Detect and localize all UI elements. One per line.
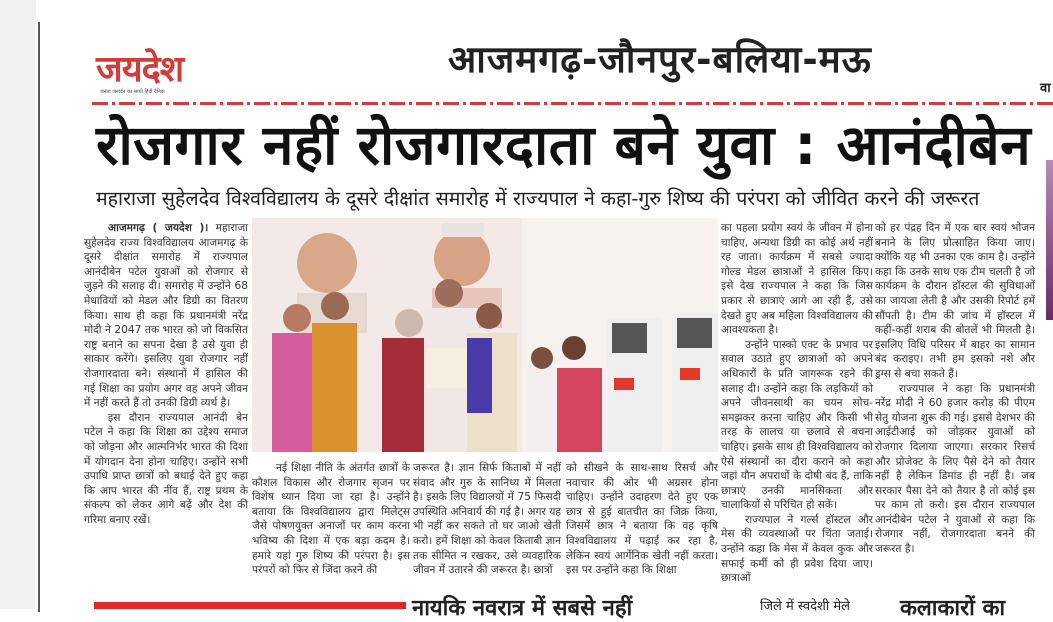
dateline: आजमगढ़ ( जयदेश )। — [108, 222, 209, 234]
bottom-headline-3: कलाकारों का — [900, 596, 1006, 621]
article-column-2 — [252, 461, 410, 578]
paragraph: राज्यपाल ने गर्ल्स हॉस्टल और मेस की व्यवस्थाओं पर चिंता जताई। उन्होंने कहा कि मेस में केवल कुक और सफाई कर्मी को ही प्रवेश दिया जाए। छात्राओं — [721, 513, 873, 585]
bottom-headline-2: जिले में स्वदेशी मेले — [760, 599, 850, 614]
convocation-photo-icon — [252, 218, 718, 452]
paragraph: महाराजा सुहेलदेव राज्य विश्वविद्यालय आजमगढ़ के दूसरे दीक्षांत समारोह में राज्यपाल आनंदीबेन पटेल युवाओं को रोजगार से जुड़ने की सलाह दी। समारोह में उन्होंने 68 मेधावियों को मेडल और डिग्री का वितरण किया। साथ ही कहा कि प्रधानमंत्री नरेंद्र मोदी ने 2047 तक भारत को जो विकसित राष्ट्र बनाने का सपना देखा है उसे युवा ही साकार करेंगे। इसलिए युवा रोजगार नहीं रोजगारदाता बने। संस्थानों में हासिल की गई शिक्षा का प्रयोग अगर वह अपने जीवन में नहीं करते हैं तो उनकी डिग्री व्यर्थ है। — [84, 222, 248, 410]
bottom-red-banner — [94, 602, 406, 609]
article-column-5 — [721, 221, 873, 586]
adjacent-page-text: वा — [1040, 81, 1051, 96]
article-column-6 — [875, 221, 1035, 557]
paragraph: राज्यपाल ने कहा कि प्रधानमंत्री नरेंद्र मोदी ने 60 हजार करोड़ की पीएम सेतु योजना शुरू की गई। इससे देशभर की आईटीआई को जोड़कर युवाओं को रोजगार दिलाया जाएगा। सरकार रिसर्च और प्रोजेक्ट के लिए पैसे देने को तैयार नहीं है लेकिन डिमांड ही नहीं है। जब सरकार पैसा देने को तैयार है तो कोई इस पर काम तो करो। इस दौरान राज्यपाल आनंदीबेन पटेल ने युवाओं से कहा कि रोजगार नहीं, रोजगारदाता बनने की जरूरत है। — [875, 382, 1035, 556]
article-column-4 — [566, 461, 718, 578]
article-headline: रोजगार नहीं रोजगारदाता बने युवा : आनंदीबेन — [96, 113, 1032, 177]
paragraph: इस दौरान राज्यपाल आनंदी बेन पटेल ने कहा कि शिक्षा का उद्देश्य समाज को जोड़ना और आत्मनिर्भर भारत की दिशा में योगदान देना होना चाहिए। उन्होंने सभी उपाधि प्राप्त छात्रों को बधाई देते हुए कहा कि आप भारत की नींव हैं, राष्ट्र प्रथम के संकल्प को लेकर आगे बढ़ें और देश की गरिमा बनाए रखें। — [84, 411, 248, 526]
paragraph: जरूरत है। ज्ञान सिर्फ किताबों में नहीं संवाद और गुरु के सानिध्य में मिलता है। इसके लिए विद्यालयों में 75 फिसदी उपस्थिति अनिवार्य की गई है। अगर यह भी नहीं कर सकते तो घर जाओ खेती करो। हमें शिक्षा को केवल किताबी ज्ञान तक सीमित न रखकर, उसे व्यवहारिक जीवन में उतारने की जरूरत है। छात्रों — [413, 462, 561, 577]
page-border — [38, 22, 40, 612]
adjacent-article-image — [1046, 160, 1053, 320]
article-column-1 — [84, 221, 248, 527]
page-margin — [0, 0, 36, 609]
paragraph: का पहला प्रयोग स्वयं के जीवन में होना चाहिए, अन्यथा डिग्री का कोई अर्थ नहीं रह जाता। कार्यक्रम में सबसे ज्यादा गोल्ड मेडल छात्राओं ने हासिल किए। इसे देख राज्यपाल ने कहा कि जिस प्रकार से छात्राएं आगे आ रही हैं, उसे देखते हुए अब महिला विश्वविद्यालय की आवश्यकता है। — [721, 222, 873, 337]
masthead-divider — [92, 102, 1053, 105]
paragraph: नई शिक्षा नीति के अंतर्गत छात्रों के कौशल विकास और रोजगार सृजन पर विशेष ध्यान दिया जा रहा है। उन्होंने बताया कि विश्वविद्यालय द्वारा मिलेट्स जैसे पोषणयुक्त अनाजों पर काम करना भविष्य की दिशा में एक बड़ा कदम है। हमारे यहां गुरु शिष्य की परंपरा है। इस परंपरों को फिर से जिंदा करने की — [252, 462, 410, 577]
paragraph: को सीखने के साथ-साथ रिसर्च और नवाचार की ओर भी अग्रसर होना चाहिए। उन्होंने उदाहरण देते हुए एक छात्र से हुई बातचीत का जिक्र किया, जिसमें छात्र ने बताया कि वह कृषि विश्वविद्यालय में पढ़ाई कर रहा है, लेकिन स्वयं आर्गेनिक खेती नहीं करता। इस पर उन्होंने कहा कि शिक्षा — [566, 462, 718, 577]
bottom-headline-1: नायकि नवरात्र में सबसे नहीं — [412, 596, 633, 621]
paragraph: उन्होंने पास्को एक्ट के प्रभाव पर सवाल उठाते हुए छात्राओं को अपने अधिकारों के प्रति जागरूक रहने की सलाह दी। उन्होंने कहा कि लड़कियों को अपने जीवनसाथी का चयन सोच-समझकर करना चाहिए और किसी भी तरह के लालच या छलावे से बचना चाहिए। इसके साथ ही विश्वविद्यालय को ऐसे संस्थानों का दौरा कराने को कहा जहां यौन अपराधों के दोषी बंद हैं, ताकि छात्राएं उनकी मानसिकता और चालाकियों से परिचित हो सकें। — [721, 338, 873, 512]
edition-title: आजमगढ़-जौनपुर-बलिया-मऊ — [448, 38, 872, 81]
article-photo — [252, 218, 718, 452]
article-column-3 — [413, 461, 561, 578]
paragraph: को हर पंद्रह दिन में एक बार स्वयं भोजन बनाने के लिए प्रोत्साहित किया जाए। क्योंकि यह भी उनका एक काम है। उन्होंने कहा कि उनके साथ एक टीम चलती है जो कार्यक्रम के दौरान हॉस्टल की सुविधाओं का जायजा लेती है और उसकी रिपोर्ट हमें सौंपती है। टीम की जांच में हॉस्टल में कहीं-कहीं शराब की बोतलें भी मिलती है। इसलिए विधि परिसर में बाहर का सामान बंद कराइए। तभी हम इसको नशे और ड्रग्स से बचा सकते हैं। — [875, 222, 1035, 380]
article-subheadline: महाराजा सुहेलदेव विश्वविद्यालय के दूसरे दीक्षांत समारोह में राज्यपाल ने कहा-गुरु शिष्य की परंपरा को जीवित करने की जरूरत — [96, 187, 980, 210]
logo-tagline: जनता जनार्दन का साथी हिंदी दैनिक — [100, 89, 165, 95]
newspaper-logo: जयदेश — [96, 49, 184, 90]
